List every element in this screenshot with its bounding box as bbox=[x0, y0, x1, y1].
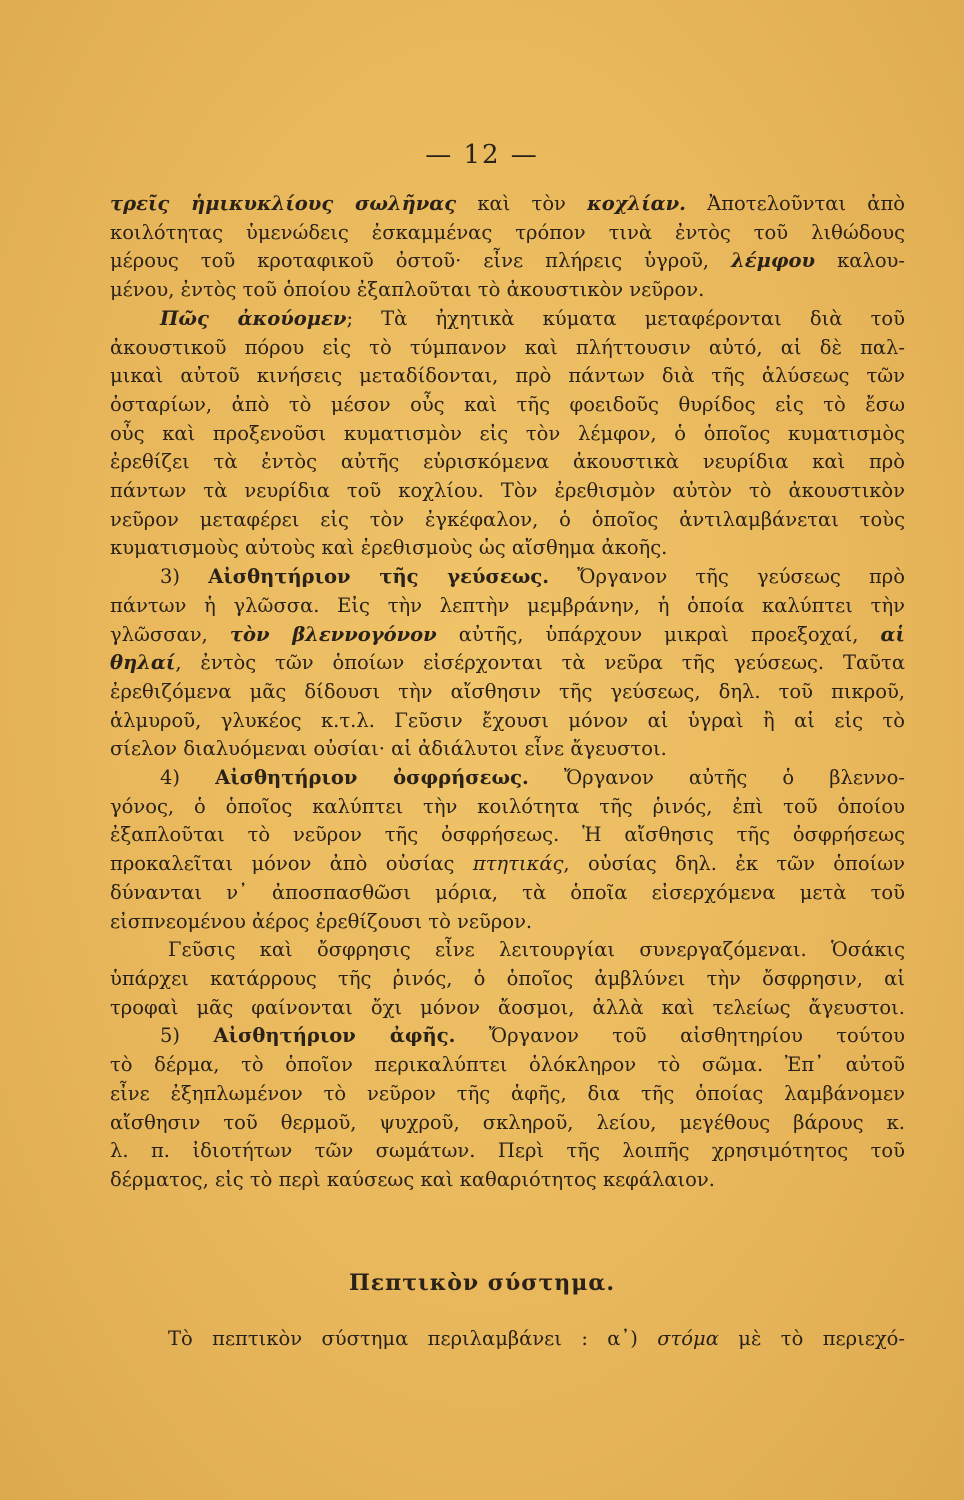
text-line: τὸ δέρμα, τὸ ὁποῖον περικαλύπτει ὁλόκληρον τὸ σῶμα. Ἐπ᾿ αὐτοῦ bbox=[110, 1053, 905, 1077]
text-line: οὖς καὶ προξενοῦσι κυματισμὸν εἰς τὸν λέμφον, ὁ ὁποῖος κυματισμὸς bbox=[110, 421, 905, 445]
closing-paragraph bbox=[110, 1325, 905, 1354]
section-heading-taste: 3) Αἰσθητήριον τῆς γεύσεως. Ὄργανον τῆς γεύσεως πρὸ bbox=[160, 565, 905, 589]
section-heading-touch: 5) Αἰσθητήριον ἀφῆς. Ὄργανον τοῦ αἰσθητηρίου τούτου bbox=[160, 1024, 905, 1048]
text-line: κυματισμοὺς αὐτοὺς καὶ ἐρεθισμοὺς ὡς αἴσθημα ἀκοῆς. bbox=[110, 536, 668, 560]
text-line: μένου, ἐντὸς τοῦ ὁποίου ἐξαπλοῦται τὸ ἀκουστικὸν νεῦρον. bbox=[110, 278, 705, 302]
text-line: γόνος, ὁ ὁποῖος καλύπτει τὴν κοιλότητα τῆς ῥινός, ἐπὶ τοῦ ὁποίου bbox=[110, 794, 905, 818]
text-line: δέρματος, εἰς τὸ περὶ καύσεως καὶ καθαριότητος κεφάλαιον. bbox=[110, 1167, 715, 1191]
chapter-heading: Πεπτικὸν σύστημα. bbox=[349, 1270, 615, 1296]
text-line: πάντων ἡ γλῶσσα. Εἰς τὴν λεπτὴν μεμβράνην, ἡ ὁποία καλύπτει τὴν bbox=[110, 593, 905, 617]
text-line: εἶνε ἐξηπλωμένον τὸ νεῦρον τῆς ἁφῆς, δια τῆς ὁποίας λαμβάνομεν bbox=[110, 1081, 905, 1105]
page-number: — 12 — bbox=[425, 140, 539, 170]
text-line: ἁλμυροῦ, γλυκέος κ.τ.λ. Γεῦσιν ἔχουσι μόνον αἱ ὑγραὶ ἢ αἱ εἰς τὸ bbox=[110, 708, 905, 732]
text-line: νεῦρον μεταφέρει εἰς τὸν ἐγκέφαλον, ὁ ὁποῖος ἀντιλαμβάνεται τοὺς bbox=[110, 507, 905, 531]
text-line: ἀκουστικοῦ πόρου εἰς τὸ τύμπανον καὶ πλήττουσιν αὐτό, αἱ δὲ παλ- bbox=[110, 335, 905, 359]
text-line: μέρους τοῦ κροταφικοῦ ὀστοῦ· εἶνε πλήρεις ὑγροῦ, λέμφου καλου- bbox=[110, 249, 905, 273]
text-line: ἐρεθιζόμενα μᾶς δίδουσι τὴν αἴσθησιν τῆς γεύσεως, δηλ. τοῦ πικροῦ, bbox=[110, 679, 905, 703]
text-line: ἐξαπλοῦται τὸ νεῦρον τῆς ὀσφρήσεως. Ἡ αἴσθησις τῆς ὀσφρήσεως bbox=[110, 823, 905, 847]
text-line: Γεῦσις καὶ ὄσφρησις εἶνε λειτουργίαι συνεργαζόμεναι. Ὁσάκις bbox=[168, 938, 905, 962]
text-line: ὀσταρίων, ἀπὸ τὸ μέσον οὖς καὶ τῆς φοειδοῦς θυρίδος εἰς τὸ ἔσω bbox=[110, 392, 905, 416]
text-line: εἰσπνεομένου ἀέρος ἐρεθίζουσι τὸ νεῦρον. bbox=[110, 909, 533, 933]
text-line: αἴσθησιν τοῦ θερμοῦ, ψυχροῦ, σκληροῦ, λείου, μεγέθους βάρους κ. bbox=[110, 1110, 905, 1134]
text-line: γλῶσσαν, τὸν βλεννογόνον αὐτῆς, ὑπάρχουν μικραὶ προεξοχαί, αἱ bbox=[110, 622, 905, 646]
text-line: ἐρεθίζει τὰ ἐντὸς αὐτῆς εὑρισκόμενα ἀκουστικὰ νευρίδια καὶ πρὸ bbox=[110, 450, 905, 474]
text-line: πάντων τὰ νευρίδια τοῦ κοχλίου. Τὸν ἐρεθισμὸν αὐτὸν τὸ ἀκουστικὸν bbox=[110, 479, 905, 503]
text-line: δύνανται ν᾿ ἀποσπασθῶσι μόρια, τὰ ὁποῖα εἰσερχόμενα μετὰ τοῦ bbox=[110, 880, 905, 904]
section-heading-smell: 4) Αἰσθητήριον ὀσφρήσεως. Ὄργανον αὐτῆς ὁ βλεννο- bbox=[160, 766, 905, 790]
text-line: ὑπάρχει κατάρρους τῆς ῥινός, ὁ ὁποῖος ἀμβλύνει τὴν ὄσφρησιν, αἱ bbox=[110, 966, 905, 990]
text-line: Πῶς ἀκούομεν; Τὰ ἠχητικὰ κύματα μεταφέρονται διὰ τοῦ bbox=[160, 306, 905, 330]
text-line: Τὸ πεπτικὸν σύστημα περιλαμβάνει : α᾿) στόμα μὲ τὸ περιεχό- bbox=[168, 1327, 905, 1350]
text-line: τρεῖς ἡμικυκλίους σωλῆνας καὶ τὸν κοχλίαν. Ἀποτελοῦνται ἀπὸ bbox=[110, 192, 905, 215]
text-line: προκαλεῖται μόνον ἀπὸ οὐσίας πτητικάς, οὐσίας δηλ. ἐκ τῶν ὁποίων bbox=[110, 852, 905, 876]
text-line: θηλαί, ἐντὸς τῶν ὁποίων εἰσέρχονται τὰ νεῦρα τῆς γεύσεως. Ταῦτα bbox=[110, 651, 905, 675]
text-line: τροφαὶ μᾶς φαίνονται ὄχι μόνον ἄοσμοι, ἀλλὰ καὶ τελείως ἄγευστοι. bbox=[110, 995, 905, 1019]
text-line: λ. π. ἰδιοτήτων τῶν σωμάτων. Περὶ τῆς λοιπῆς χρησιμότητος τοῦ bbox=[110, 1139, 905, 1163]
text-line: μικαὶ αὐτοῦ κινήσεις μεταδίδονται, πρὸ πάντων διὰ τῆς ἁλύσεως τῶν bbox=[110, 364, 905, 388]
body-text bbox=[110, 190, 905, 1195]
text-line: κοιλότητας ὑμενώδεις ἐσκαμμένας τρόπον τινὰ ἐντὸς τοῦ λιθώδους bbox=[110, 220, 905, 244]
text-line: σίελον διαλυόμεναι οὐσίαι· αἱ ἀδιάλυτοι εἶνε ἄγευστοι. bbox=[110, 737, 667, 761]
